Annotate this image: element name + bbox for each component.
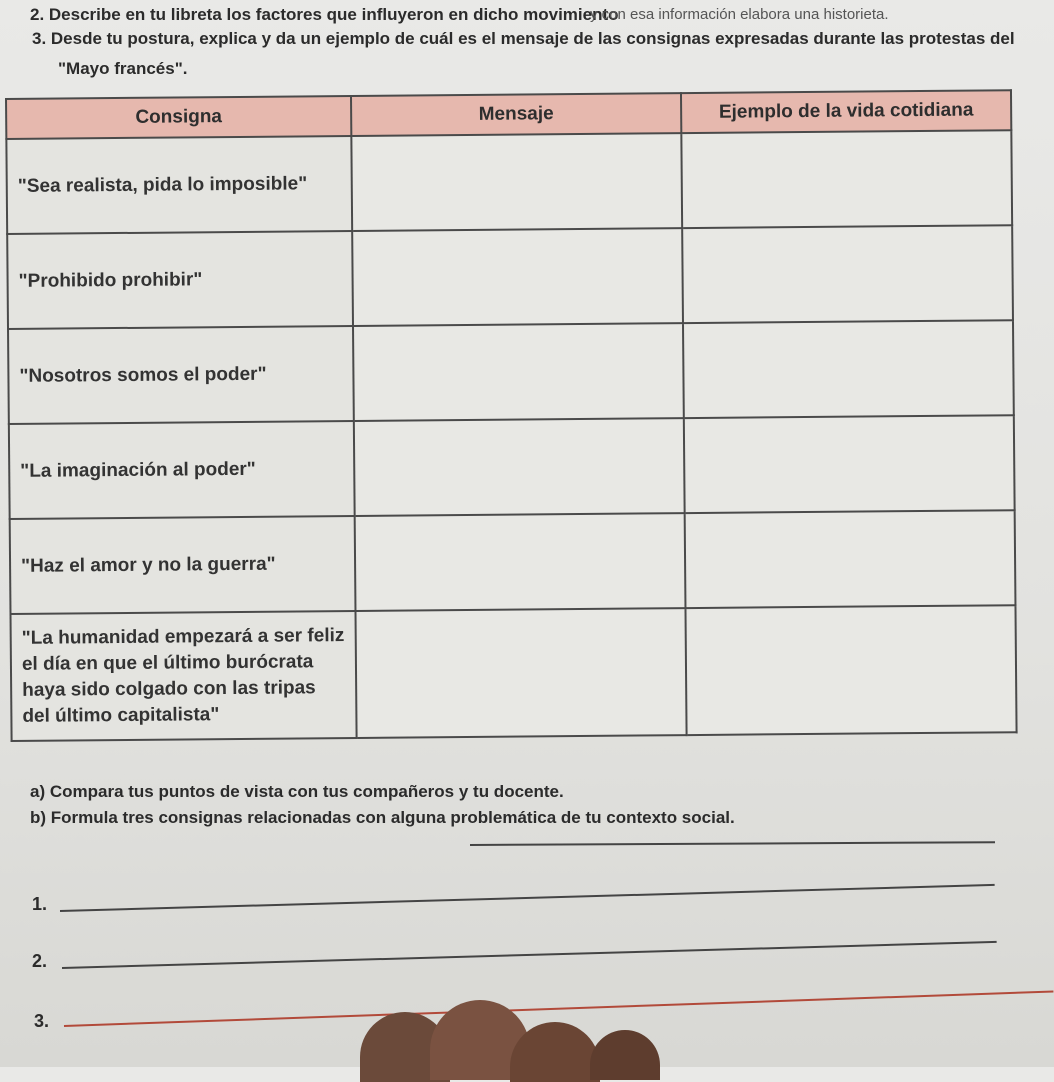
table-row (7, 225, 1013, 329)
table-row (11, 605, 1017, 741)
item-number-3: 3. (34, 1011, 50, 1031)
consigna-cell (6, 136, 352, 234)
consigna-cell (10, 516, 356, 614)
ejemplo-cell[interactable] (681, 130, 1012, 228)
mensaje-cell[interactable] (352, 228, 683, 326)
question-3-line2: "Mayo francés". (58, 59, 188, 78)
table-row (9, 415, 1015, 519)
finger-shape (590, 1030, 660, 1080)
item-number-2: 2. (32, 951, 48, 971)
consigna-cell (9, 421, 355, 519)
answer-line-1[interactable] (60, 884, 995, 912)
question-2-tail: y con esa información elabora una historieta. (590, 6, 889, 23)
question-2: 2. Describe en tu libreta los factores que influyeron en dicho movimiento (30, 5, 619, 24)
consigna-text: "Prohibido prohibir" (18, 268, 203, 292)
mensaje-cell[interactable] (355, 513, 686, 611)
consigna-text: "La imaginación al poder" (20, 458, 256, 482)
ejemplo-cell[interactable] (682, 225, 1013, 323)
consigna-text: "Haz el amor y no la guerra" (20, 553, 276, 577)
mensaje-cell[interactable] (355, 608, 686, 738)
consigna-cell (11, 611, 357, 741)
header-ejemplo: Ejemplo de la vida cotidiana (681, 90, 1011, 133)
consigna-cell (8, 326, 354, 424)
ejemplo-cell[interactable] (685, 510, 1016, 608)
ejemplo-cell[interactable] (684, 415, 1015, 513)
consigna-cell (7, 231, 353, 329)
table-row (10, 510, 1016, 614)
header-consigna: Consigna (6, 96, 351, 139)
question-3-line1: 3. Desde tu postura, explica y da un ejemplo de cuál es el mensaje de las consignas expresadas durante las protestas del (32, 29, 1015, 48)
task-b: b) Formula tres consignas relacionadas con alguna problemática de tu contexto social. (30, 808, 735, 827)
mensaje-cell[interactable] (353, 323, 684, 421)
ejemplo-cell[interactable] (683, 320, 1014, 418)
answer-line-2[interactable] (62, 941, 997, 969)
mensaje-cell[interactable] (351, 133, 682, 231)
consigna-text: "La humanidad empezará a ser feliz el día en que el último burócrata haya sido colgado con las tripas del último capitalista" (21, 624, 345, 727)
item-number-1: 1. (32, 894, 48, 914)
answer-line (470, 841, 995, 846)
header-mensaje: Mensaje (351, 93, 681, 136)
mensaje-cell[interactable] (354, 418, 685, 516)
consigna-text: "Nosotros somos el poder" (19, 363, 267, 387)
task-a: a) Compara tus puntos de vista con tus compañeros y tu docente. (30, 782, 564, 801)
consignas-table (5, 89, 1018, 742)
table-row (6, 130, 1012, 234)
ejemplo-cell[interactable] (685, 605, 1016, 735)
consigna-text: "Sea realista, pida lo imposible" (17, 172, 308, 197)
table-row (8, 320, 1014, 424)
